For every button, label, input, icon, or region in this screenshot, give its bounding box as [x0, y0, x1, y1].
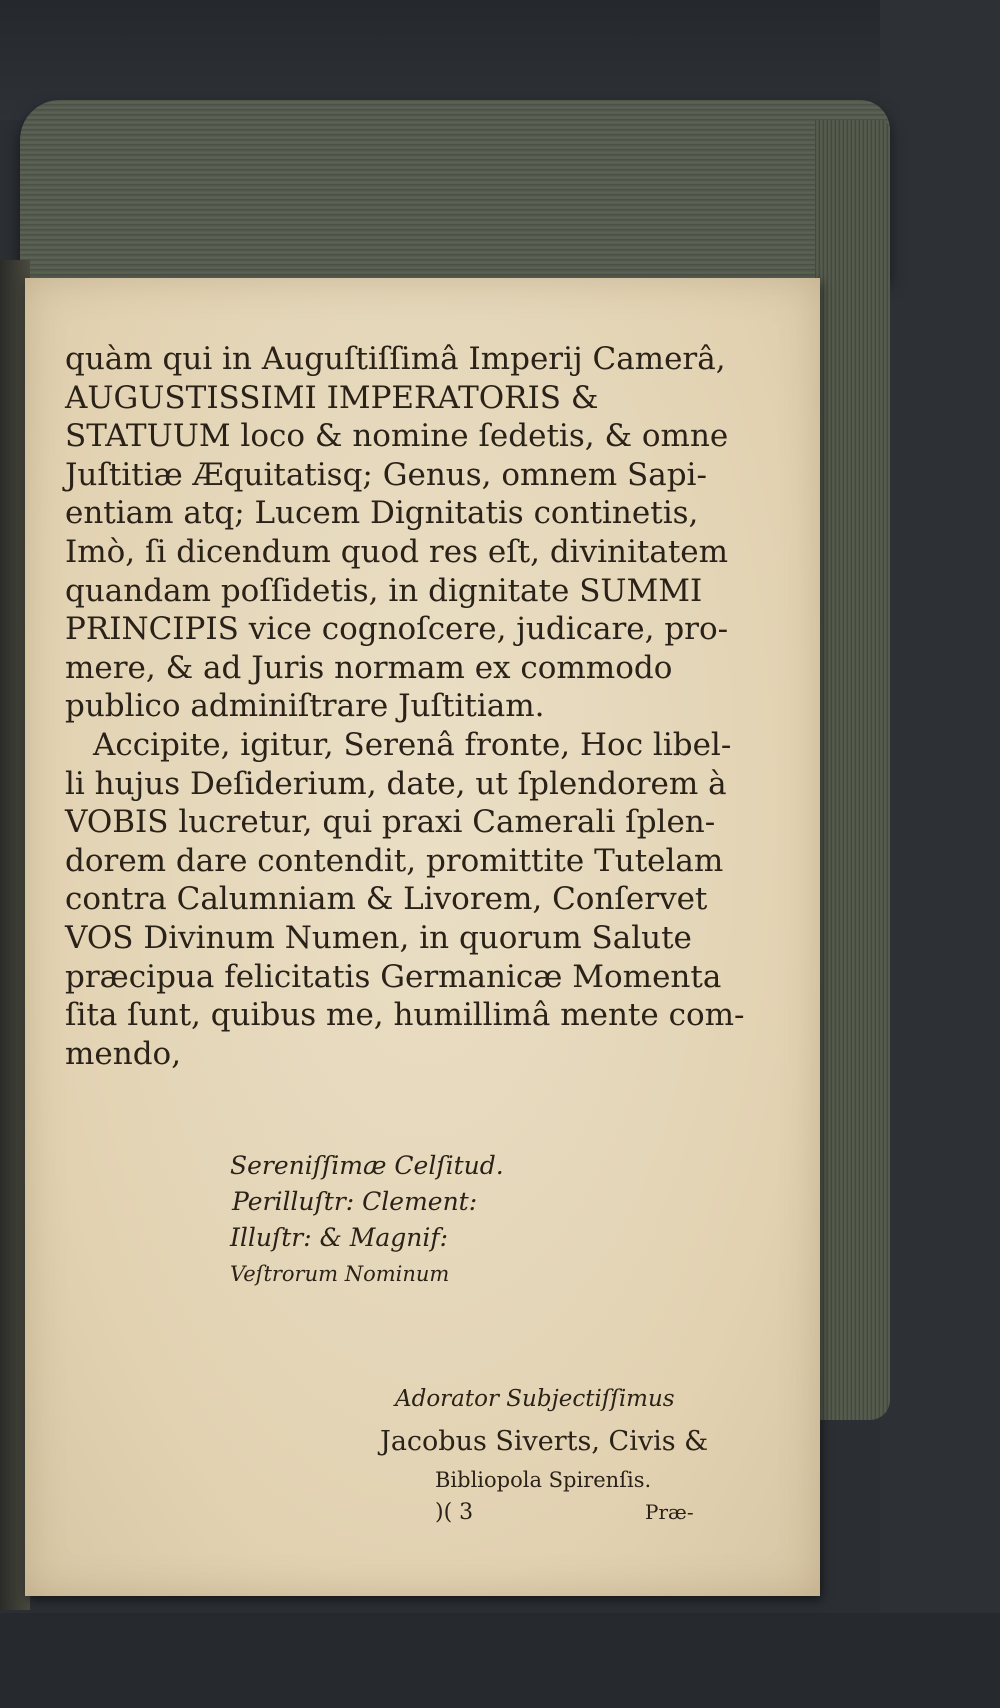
text-line: VOS Divinum Numen, in quorum Salute — [65, 919, 692, 956]
text-line: mendo, — [65, 1035, 182, 1072]
text-line: contra Calumniam & Livorem, Conſervet — [65, 881, 708, 918]
text-line: entiam atq; Lucem Dignitatis continetis, — [65, 495, 699, 532]
text-line: STATUUM loco & nomine ſedetis, & omne — [65, 418, 729, 455]
text-line: publico adminiſtrare Juſtitiam. — [65, 688, 545, 725]
text-line: mere, & ad Juris normam ex commodo — [65, 649, 673, 686]
text-line: dorem dare contendit, promittite Tutelam — [65, 842, 724, 879]
closing-salutation — [230, 1148, 590, 1292]
text-line: præcipua felicitatis Germanicæ Momenta — [65, 958, 722, 995]
dedication-text — [65, 340, 745, 1073]
salutation-line: Illuſtr: & Magnif: — [230, 1223, 449, 1252]
adorator-line: Adorator Subjectiſſimus — [395, 1386, 675, 1412]
salutation-line: Perilluſtr: Clement: — [232, 1187, 478, 1216]
book-page-edges-top — [20, 100, 890, 280]
printer-role: Bibliopola Spirenſis. — [435, 1468, 652, 1492]
background-bottom — [0, 1613, 1000, 1708]
text-line: ſita ſunt, quibus me, humillimâ mente com- — [65, 997, 745, 1034]
text-line: VOBIS lucretur, qui praxi Camerali ſplen- — [65, 804, 716, 841]
text-line: Accipite, igitur, Serenâ fronte, Hoc libel- — [93, 726, 732, 763]
text-line: Imò, ſi dicendum quod res eſt, divinitatem — [65, 533, 729, 570]
text-line: li hujus Deſiderium, date, ut ſplendorem à — [65, 765, 727, 802]
book-page-edges-right — [815, 120, 890, 1420]
printer-name: Jacobus Siverts, Civis & — [380, 1426, 709, 1457]
text-line: Juſtitiæ Æquitatisq; Genus, omnem Sapi- — [65, 456, 707, 493]
text-line: PRINCIPIS vice cognoſcere, judicare, pro- — [65, 611, 729, 648]
text-line: quàm qui in Auguſtiſſimâ Imperij Camerâ, — [65, 341, 726, 377]
background-right — [880, 0, 1000, 1708]
salutation-line: Sereniſſimæ Celſitud. — [230, 1151, 504, 1180]
text-line: AUGUSTISSIMI IMPERATORIS & — [65, 379, 599, 416]
catchword: Præ- — [645, 1500, 694, 1524]
signature-mark: )( 3 — [435, 1500, 474, 1525]
salutation-line: Veſtrorum Nominum — [230, 1262, 450, 1286]
book-page — [25, 278, 820, 1596]
text-line: quandam poſſidetis, in dignitate SUMMI — [65, 572, 703, 609]
